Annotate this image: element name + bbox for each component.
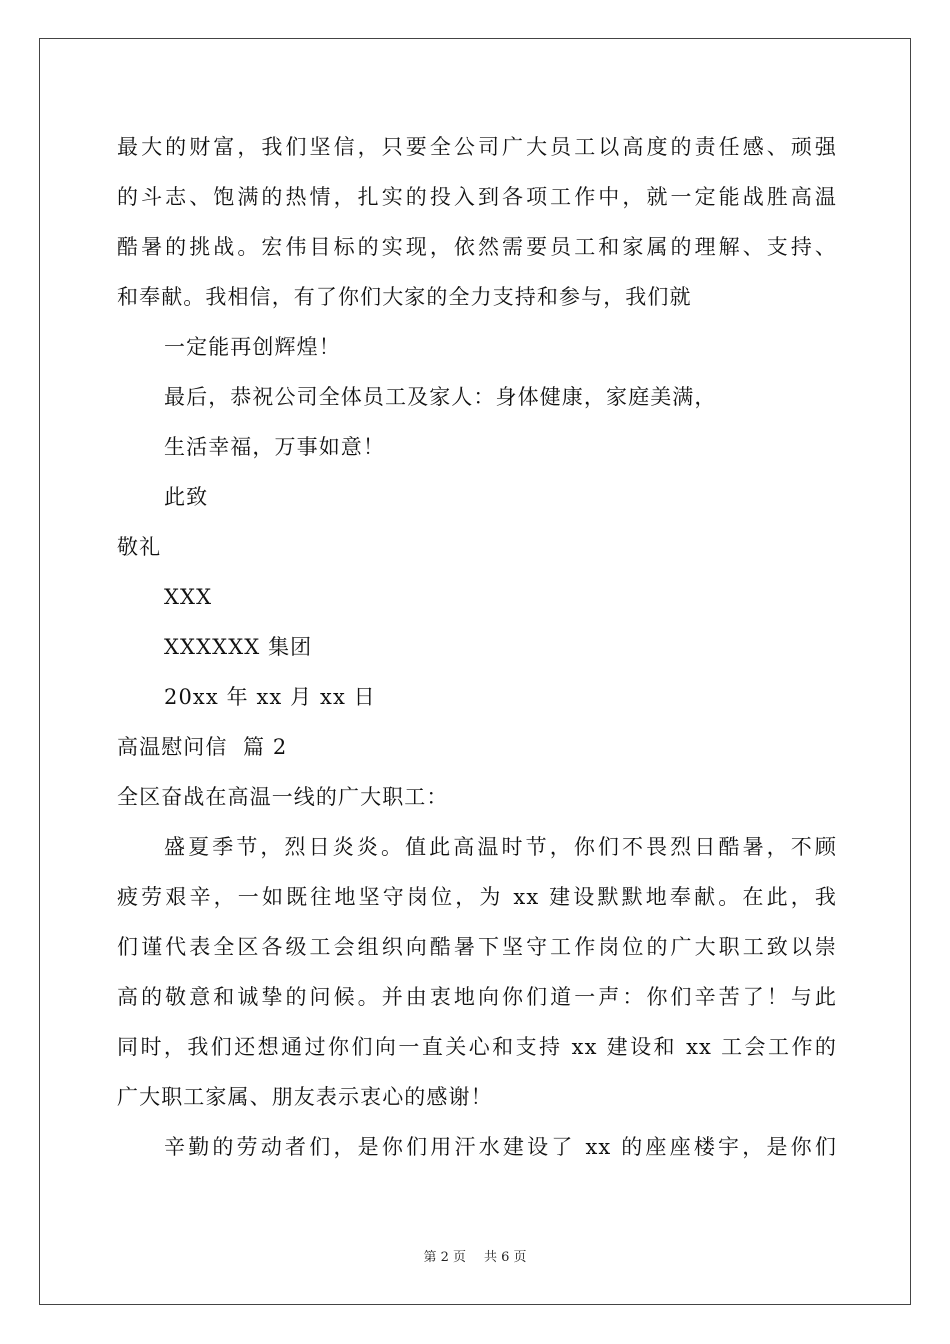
body-line: 最大的财富，我们坚信，只要全公司广大员工以高度的责任感、顽强 xyxy=(117,135,837,159)
closing-wishes-line: 最后，恭祝公司全体员工及家人：身体健康，家庭美满， xyxy=(164,385,717,409)
body-line: 们谨代表全区各级工会组织向酷暑下坚守工作岗位的广大职工致以崇 xyxy=(117,935,837,959)
body-line: 酷暑的挑战。宏伟目标的实现，依然需要员工和家属的理解、支持、 xyxy=(117,235,837,259)
body-line: 疲劳艰辛，一如既往地坚守岗位，为 xx 建设默默地奉献。在此，我 xyxy=(117,885,837,909)
page-number: 第 2 页 xyxy=(423,1250,466,1265)
body-line: 同时，我们还想通过你们向一直关心和支持 xx 建设和 xx 工会工作的 xyxy=(117,1035,837,1059)
signature-name: XXX xyxy=(164,585,213,609)
salutation-cizhi: 此致 xyxy=(164,485,209,509)
document-body xyxy=(117,122,837,1172)
body-line: 盛夏季节，烈日炎炎。值此高温时节，你们不畏烈日酷暑，不顾 xyxy=(164,835,837,859)
body-line: 和奉献。我相信，有了你们大家的全力支持和参与，我们就 xyxy=(117,285,692,309)
page-total: 共 6 页 xyxy=(484,1250,527,1265)
body-line: 高的敬意和诚挚的问候。并由衷地向你们道一声：你们辛苦了！与此 xyxy=(117,985,837,1009)
section-heading: 高温慰问信 篇 2 xyxy=(117,735,288,759)
body-line: 的斗志、饱满的热情，扎实的投入到各项工作中，就一定能战胜高温 xyxy=(117,185,837,209)
signature-organization: XXXXXX 集团 xyxy=(164,635,313,659)
body-line: 广大职工家属、朋友表示衷心的感谢！ xyxy=(117,1085,493,1109)
page-footer xyxy=(0,1246,950,1265)
closing-wishes-line: 生活幸福，万事如意！ xyxy=(164,435,385,459)
body-line: 辛勤的劳动者们，是你们用汗水建设了 xx 的座座楼宇，是你们 xyxy=(164,1135,837,1159)
salutation-jingli: 敬礼 xyxy=(117,535,162,559)
letter-addressee: 全区奋战在高温一线的广大职工： xyxy=(117,785,449,809)
body-line: 一定能再创辉煌！ xyxy=(164,335,341,359)
signature-date: 20xx 年 xx 月 xx 日 xyxy=(164,685,376,709)
